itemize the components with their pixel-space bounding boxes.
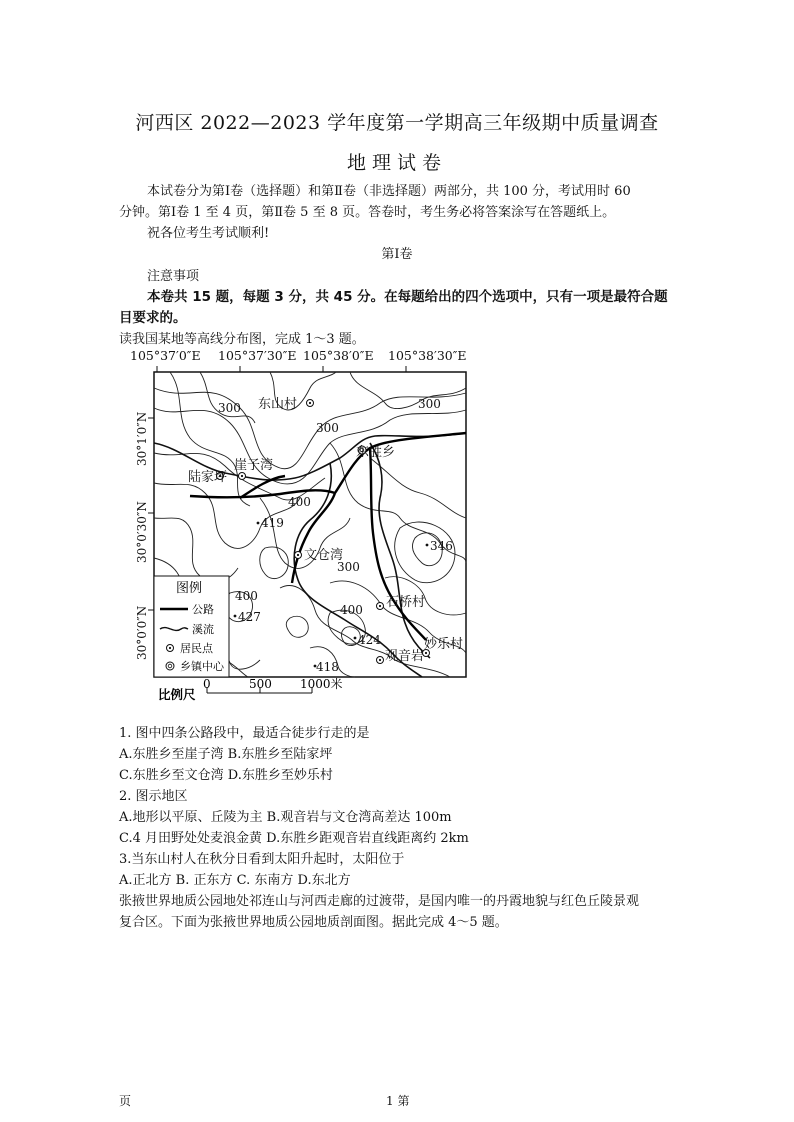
latitude-label: 30°1′0″N [135,411,149,466]
longitude-label: 105°37′30″E [218,348,297,363]
peak-value: 424 [358,633,381,647]
contour-value: 300 [418,397,441,411]
scale-label: 比例尺 [158,687,196,702]
footer-page-number: 1 第 [386,1094,410,1108]
peak-value: 418 [316,660,339,674]
map-svg [130,348,475,703]
legend-road: 公路 [192,603,214,616]
question-2-stem: 2. 图示地区 [119,789,188,804]
place-label-guanyin: 观音岩 [385,649,425,664]
scale-tick: 500 [249,677,272,691]
scale-bar [158,676,343,702]
latitude-label: 30°0′0″N [135,605,149,660]
longitude-label: 105°38′30″E [388,348,467,363]
scale-tick: 1000米 [300,677,343,691]
longitude-label: 105°38′0″E [303,348,374,363]
place-label-yazi: 崖子湾 [234,458,274,473]
passage-line-2: 复合区。下面为张掖世界地质公园地质剖面图。据此完成 4～5 题。 [119,915,508,930]
question-3-options: A.正北方 B. 正东方 C. 东南方 D.东北方 [119,873,351,888]
peak-value: 419 [261,516,284,530]
question-1-stem: 1. 图中四条公路段中，最适合徒步行走的是 [119,726,370,741]
place-label-dongsheng: 东胜乡 [356,445,396,460]
intro-line-2: 分钟。第Ⅰ卷 1 至 4 页，第Ⅱ卷 5 至 8 页。答卷时，考生务必将答案涂写在答题纸上。 [119,205,616,220]
contour-map [130,348,475,703]
contour-value: 400 [235,589,258,603]
page-subtitle: 地理试卷 [346,152,447,174]
intro-line-1: 本试卷分为第Ⅰ卷（选择题）和第Ⅱ卷（非选择题）两部分，共 100 分，考试用时 60 [147,184,631,199]
legend-settlement: 居民点 [180,642,213,655]
question-1-options-ab: A.东胜乡至崖子湾 B.东胜乡至陆家坪 [119,747,333,762]
place-label-shiqiao: 石桥村 [386,595,426,610]
map-lead: 读我国某地等高线分布图，完成 1～3 题。 [119,332,365,347]
latitude-label: 30°0′30″N [135,501,149,563]
notice-heading: 注意事项 [147,269,200,284]
question-2-options-cd: C.4 月田野处处麦浪金黄 D.东胜乡距观音岩直线距离约 2km [119,831,469,846]
place-label-wencang: 文仓湾 [304,548,344,563]
road-segment [190,490,335,497]
road-segment [370,448,426,640]
peak-value: 346 [430,539,453,553]
footer-page-label: 页 [119,1094,132,1108]
legend-town: 乡镇中心 [180,660,224,673]
page-title: 河西区 2022—2023 学年度第一学期高三年级期中质量调查 [135,112,659,134]
place-label-lujia: 陆家坪 [188,470,228,485]
legend-title: 图例 [176,581,203,596]
place-label-dongshan: 东山村 [258,397,298,412]
place-label-miaole: 妙乐村 [424,637,464,652]
contour-value: 300 [316,421,339,435]
contour-value: 400 [288,495,311,509]
passage-line-1: 张掖世界地质公园地处祁连山与河西走廊的过渡带，是国内唯一的丹霞地貌与红色丘陵景观 [119,894,640,909]
instructions-line-2: 目要求的。 [119,310,187,326]
section-label: 第Ⅰ卷 [381,247,413,262]
map-legend [154,576,229,677]
intro-line-3: 祝各位考生考试顺利! [147,226,270,241]
contour-value: 400 [340,603,363,617]
question-2-options-ab: A.地形以平原、丘陵为主 B.观音岩与文仓湾高差达 100m [119,810,452,825]
contour-value: 300 [337,560,360,574]
peak-value: 427 [238,610,261,624]
question-1-options-cd: C.东胜乡至文仓湾 D.东胜乡至妙乐村 [119,768,333,783]
legend-stream: 溪流 [192,623,214,636]
instructions-line-1: 本卷共 15 题，每题 3 分，共 45 分。在每题给出的四个选项中，只有一项是最符合题 [147,289,668,305]
question-3-stem: 3.当东山村人在秋分日看到太阳升起时，太阳位于 [119,852,405,867]
longitude-label: 105°37′0″E [130,348,201,363]
scale-tick: 0 [203,677,211,691]
contour-value: 300 [218,401,241,415]
